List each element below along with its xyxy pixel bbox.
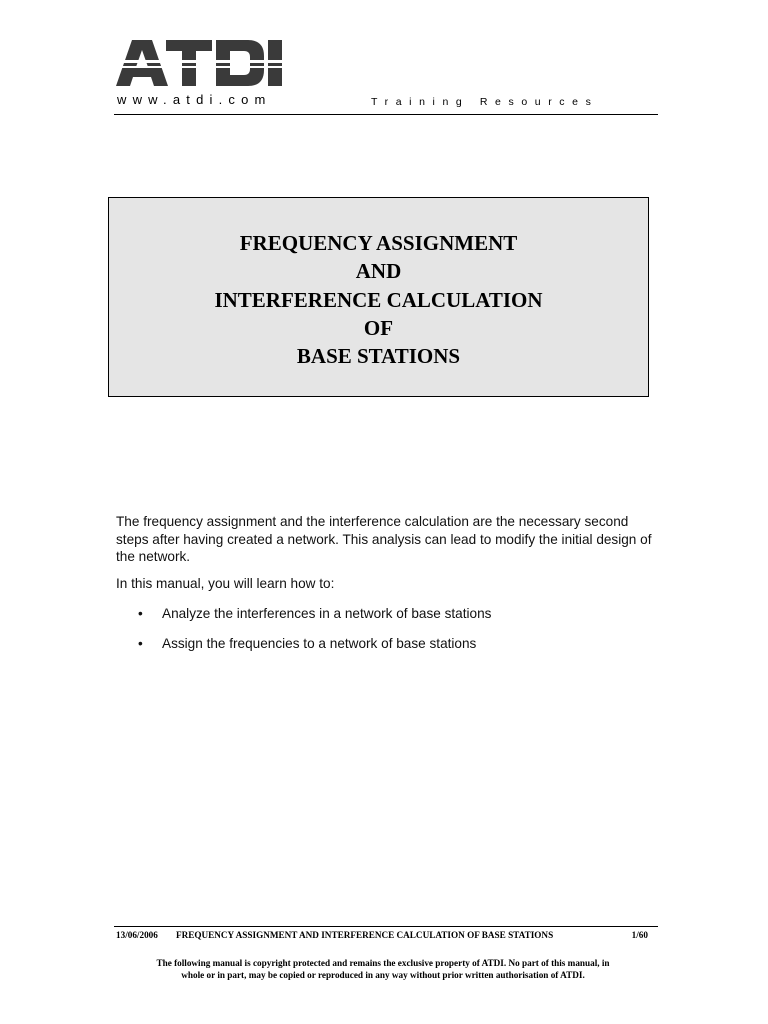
list-item-text: Analyze the interferences in a network of base stations (162, 606, 492, 621)
title-line-1: FREQUENCY ASSIGNMENT (239, 231, 518, 255)
page-number: 1/60 (631, 930, 648, 940)
footer-date: 13/06/2006 (116, 930, 158, 940)
copyright-notice (108, 958, 658, 981)
website-url: www.atdi.com (117, 92, 272, 107)
list-item (116, 605, 491, 623)
footer-divider (114, 926, 658, 927)
intro-lead-sentence: In this manual, you will learn how to: (116, 576, 335, 591)
atdi-logo (116, 40, 302, 86)
header-divider (114, 114, 658, 115)
title-line-4: OF (363, 315, 394, 340)
document-title (109, 229, 648, 370)
title-line-3: INTERFERENCE CALCULATION (214, 287, 543, 312)
atdi-logo-mark (116, 40, 302, 86)
learning-objectives-list (116, 605, 491, 665)
footer (116, 930, 648, 944)
copyright-line-1: The following manual is copyright protected and remains the exclusive property of ATDI. No part of this manual, in (156, 958, 610, 968)
footer-title: FREQUENCY ASSIGNMENT AND INTERFERENCE CALCULATION OF BASE STATIONS (176, 930, 554, 940)
title-box (108, 197, 649, 397)
title-line-2: AND (355, 259, 402, 284)
bullet-icon: • (138, 636, 143, 651)
title-line-5: BASE STATIONS (296, 344, 461, 369)
list-item (116, 635, 491, 653)
header-tagline: Training Resources (371, 96, 599, 108)
list-item-text: Assign the frequencies to a network of base stations (162, 636, 477, 651)
copyright-line-2: whole or in part, may be copied or reproduced in any way without prior written authorisation of ATDI. (181, 969, 585, 980)
bullet-icon: • (138, 606, 143, 621)
intro-paragraph: The frequency assignment and the interference calculation are the necessary second steps after having created a network. This analysis can lead to modify the initial design of the network. (116, 514, 652, 564)
